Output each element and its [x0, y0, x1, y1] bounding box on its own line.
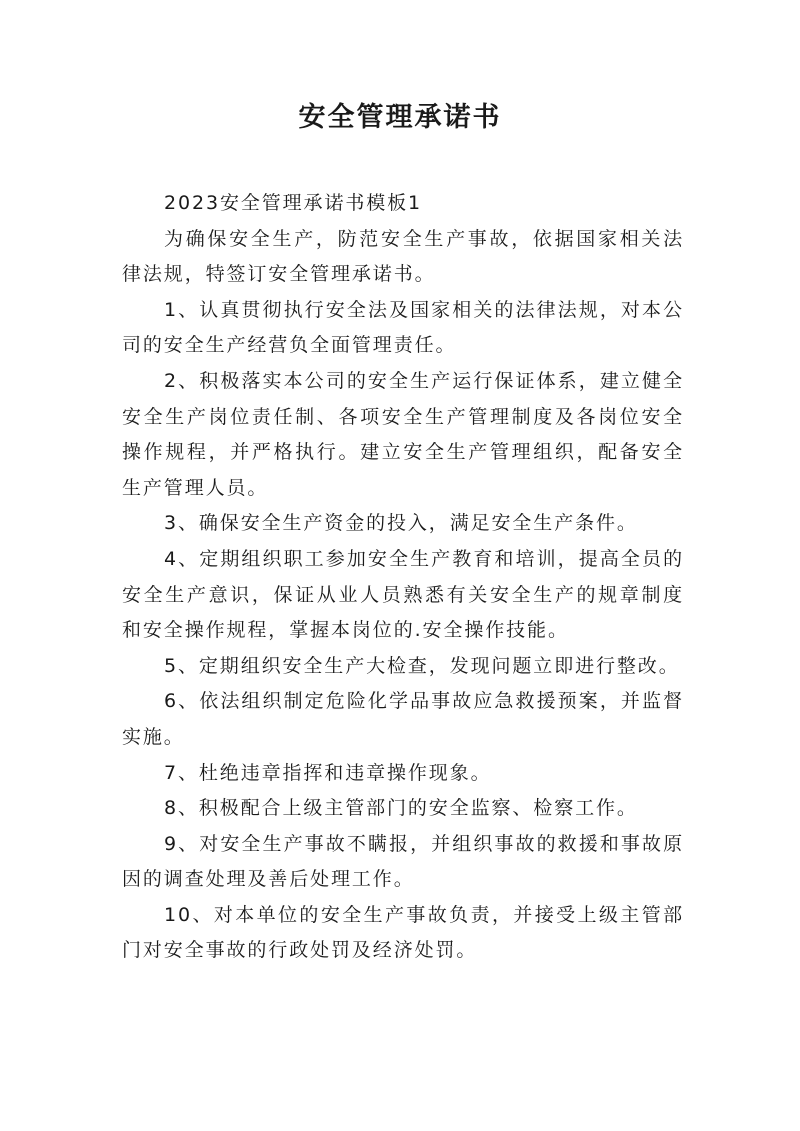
- paragraph-item-4: 4、定期组织职工参加安全生产教育和培训，提高全员的安全生产意识，保证从业人员熟悉有关安全生产的规章制度和安全操作规程，掌握本岗位的.安全操作技能。: [122, 547, 684, 642]
- paragraph-item-10: 10、对本单位的安全生产事故负责，并接受上级主管部门对安全事故的行政处罚及经济处罚。: [122, 903, 684, 962]
- paragraph-intro: 为确保安全生产，防范安全生产事故，依据国家相关法律法规，特签订安全管理承诺书。: [122, 227, 684, 286]
- paragraph-item-8: 8、积极配合上级主管部门的安全监察、检察工作。: [164, 797, 638, 820]
- paragraph-item-2: 2、积极落实本公司的安全生产运行保证体系，建立健全安全生产岗位责任制、各项安全生产管理制度及各岗位安全操作规程，并严格执行。建立安全生产管理组织，配备安全生产管理人员。: [122, 369, 684, 499]
- document-body: [122, 186, 684, 969]
- paragraph-item-9: 9、对安全生产事故不瞒报，并组织事故的救援和事故原因的调查处理及善后处理工作。: [122, 832, 684, 891]
- paragraph-item-6: 6、依法组织制定危险化学品事故应急救援预案，并监督实施。: [122, 690, 684, 748]
- paragraph-item-7: 7、杜绝违章指挥和违章操作现象。: [164, 761, 492, 784]
- document-title: 安全管理承诺书: [298, 102, 502, 133]
- paragraph-item-5: 5、定期组织安全生产大检查，发现问题立即进行整改。: [164, 654, 680, 677]
- paragraph-item-3: 3、确保安全生产资金的投入，满足安全生产条件。: [164, 512, 638, 535]
- paragraph-item-1: 1、认真贯彻执行安全法及国家相关的法律法规，对本公司的安全生产经营负全面管理责任。: [122, 298, 684, 357]
- document-subtitle: 2023安全管理承诺书模板1: [164, 192, 423, 214]
